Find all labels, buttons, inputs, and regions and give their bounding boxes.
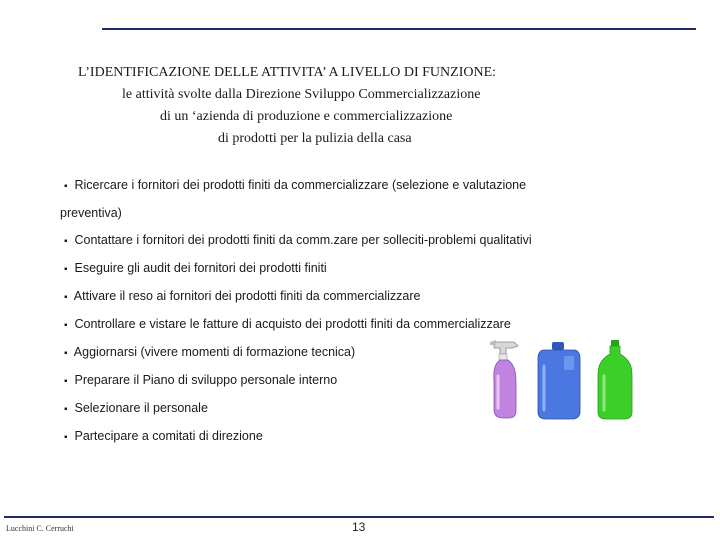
detergent-jug-icon <box>538 342 580 419</box>
list-item <box>64 283 654 311</box>
title-line-3: di un ‘azienda di produzione e commercializzazione <box>160 109 453 124</box>
list-item <box>64 172 654 200</box>
list-item-continuation <box>60 200 654 227</box>
list-item-text: Selezionare il personale <box>74 401 208 415</box>
bullet-marker: ▪ <box>64 236 68 247</box>
bottom-divider <box>4 516 714 518</box>
bullet-marker: ▪ <box>64 432 68 443</box>
bullet-marker: ▪ <box>64 292 68 303</box>
title-line-2: le attività svolte dalla Direzione Sviluppo Commercializzazione <box>122 87 481 102</box>
bullet-marker: ▪ <box>64 348 68 359</box>
page-number: 13 <box>352 520 366 534</box>
list-item-text: Contattare i fornitori dei prodotti finiti da comm.zare per solleciti-problemi qualitativi <box>74 233 532 247</box>
bullet-marker: ▪ <box>64 264 68 275</box>
bullet-marker: ▪ <box>64 404 68 415</box>
soap-bottle-icon <box>598 340 632 419</box>
list-item-text: preventiva) <box>60 206 122 220</box>
bullet-marker: ▪ <box>64 320 68 331</box>
bullet-marker: ▪ <box>64 181 68 192</box>
list-item-text: Controllare e vistare le fatture di acquisto dei prodotti finiti da commercializzare <box>74 317 511 331</box>
list-item-text: Ricercare i fornitori dei prodotti finiti da commercializzare (selezione e valutazione <box>74 178 527 192</box>
top-divider <box>102 28 696 30</box>
footer-author: Lucchini C. Cerruchi <box>6 524 74 533</box>
list-item <box>64 227 654 255</box>
bullet-marker: ▪ <box>64 376 68 387</box>
list-item-text: Attivare il reso ai fornitori dei prodotti finiti da commercializzare <box>73 289 421 303</box>
list-item-text: Aggiornarsi (vivere momenti di formazione tecnica) <box>73 345 356 359</box>
list-item <box>64 255 654 283</box>
title-line-1: L’IDENTIFICAZIONE DELLE ATTIVITA’ A LIVELLO DI FUNZIONE: <box>78 65 497 80</box>
spray-bottle-icon <box>490 340 518 418</box>
list-item-text: Eseguire gli audit dei fornitori dei prodotti finiti <box>74 261 327 275</box>
cleaning-bottles-illustration <box>484 336 644 422</box>
list-item <box>64 311 654 339</box>
list-item <box>64 423 654 451</box>
title-line-4: di prodotti per la pulizia della casa <box>218 131 412 146</box>
list-item-text: Partecipare a comitati di direzione <box>74 429 263 443</box>
list-item-text: Preparare il Piano di sviluppo personale interno <box>74 373 338 387</box>
